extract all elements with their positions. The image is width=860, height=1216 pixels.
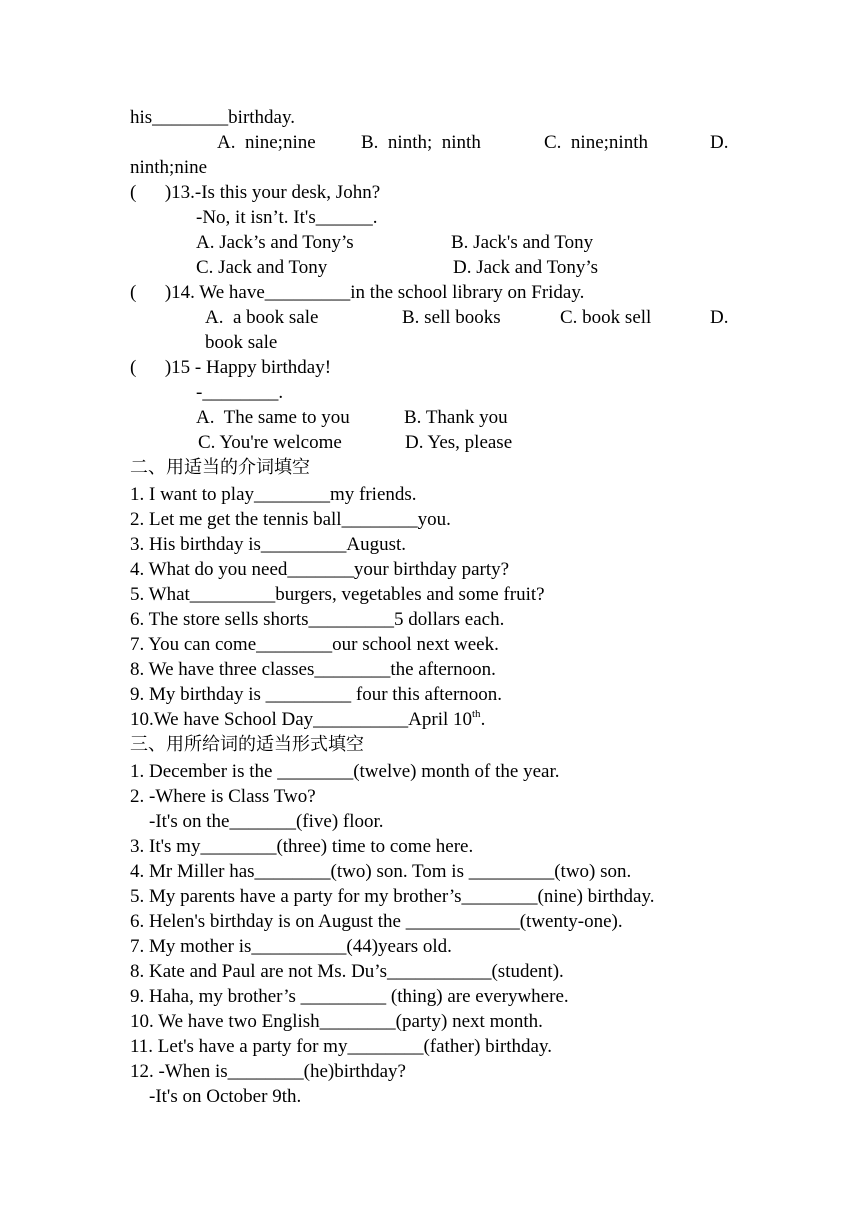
- q15-option-a: A. The same to you: [196, 407, 350, 428]
- section3-item: 12. -When is________(he)birthday?: [130, 1061, 406, 1082]
- q15-stem: ( )15 - Happy birthday!: [130, 357, 332, 378]
- q13-option-a: A. Jack’s and Tony’s: [196, 232, 354, 253]
- q14-option-d-label: D.: [710, 307, 729, 328]
- q13-option-b: B. Jack's and Tony: [451, 232, 594, 253]
- section3-item: 10. We have two English________(party) next month.: [130, 1011, 543, 1032]
- q14-option-d-text: book sale: [205, 332, 278, 353]
- q13-stem: ( )13.-Is this your desk, John?: [130, 182, 381, 203]
- q14-option-c: C. book sell: [560, 307, 652, 328]
- section3-item: -It's on the_______(five) floor.: [130, 811, 384, 832]
- section2-item: 3. His birthday is_________August.: [130, 534, 407, 555]
- section3-item: 5. My parents have a party for my brother’s________(nine) birthday.: [130, 886, 655, 907]
- section2-item-10-end: .: [480, 709, 486, 730]
- q12-option-d-label: D.: [710, 132, 729, 153]
- q14-option-a: A. a book sale: [205, 307, 319, 328]
- section2-heading: 二、用适当的介词填空: [130, 457, 310, 478]
- q12-stem-continued: his________birthday.: [130, 107, 296, 128]
- q12-option-d-text: ninth;nine: [130, 157, 208, 178]
- section2-item: 9. My birthday is _________ four this afternoon.: [130, 684, 503, 705]
- q14-option-b: B. sell books: [402, 307, 501, 328]
- section2-item-10-text: 10.We have School Day__________April 10: [130, 709, 472, 730]
- q12-option-b: B. ninth; ninth: [361, 132, 481, 153]
- section2-item: 1. I want to play________my friends.: [130, 484, 417, 505]
- q12-option-a: A. nine;nine: [217, 132, 316, 153]
- ordinal-suffix: th: [472, 707, 481, 720]
- section2-item: 4. What do you need_______your birthday party?: [130, 559, 510, 580]
- section3-item: 8. Kate and Paul are not Ms. Du’s___________(student).: [130, 961, 564, 982]
- section3-item: 4. Mr Miller has________(two) son. Tom is _________(two) son.: [130, 861, 632, 882]
- section2-item-10: [130, 708, 485, 732]
- section3-item: 3. It's my________(three) time to come here.: [130, 836, 474, 857]
- q15-reply: -________.: [196, 382, 284, 403]
- section2-item: 5. What_________burgers, vegetables and some fruit?: [130, 584, 545, 605]
- section3-item: 9. Haha, my brother’s _________ (thing) are everywhere.: [130, 986, 569, 1007]
- q12-option-c: C. nine;ninth: [544, 132, 648, 153]
- section3-item: 11. Let's have a party for my________(father) birthday.: [130, 1036, 552, 1057]
- section2-item: 2. Let me get the tennis ball________you.: [130, 509, 451, 530]
- q15-option-b: B. Thank you: [404, 407, 508, 428]
- section2-item: 8. We have three classes________the afternoon.: [130, 659, 496, 680]
- section2-item: 6. The store sells shorts_________5 dollars each.: [130, 609, 505, 630]
- section3-item: 7. My mother is__________(44)years old.: [130, 936, 452, 957]
- q15-option-d: D. Yes, please: [405, 432, 513, 453]
- section3-item: 1. December is the ________(twelve) month of the year.: [130, 761, 560, 782]
- section3-item: 6. Helen's birthday is on August the ____________(twenty-one).: [130, 911, 623, 932]
- q13-reply: -No, it isn’t. It's______.: [196, 207, 378, 228]
- section3-item: -It's on October 9th.: [130, 1086, 302, 1107]
- section3-item: 2. -Where is Class Two?: [130, 786, 316, 807]
- section2-item: 7. You can come________our school next week.: [130, 634, 499, 655]
- section3-heading: 三、用所给词的适当形式填空: [130, 734, 364, 755]
- q13-option-c: C. Jack and Tony: [196, 257, 328, 278]
- q13-option-d: D. Jack and Tony’s: [453, 257, 599, 278]
- q15-option-c: C. You're welcome: [198, 432, 342, 453]
- q14-stem: ( )14. We have_________in the school library on Friday.: [130, 282, 585, 303]
